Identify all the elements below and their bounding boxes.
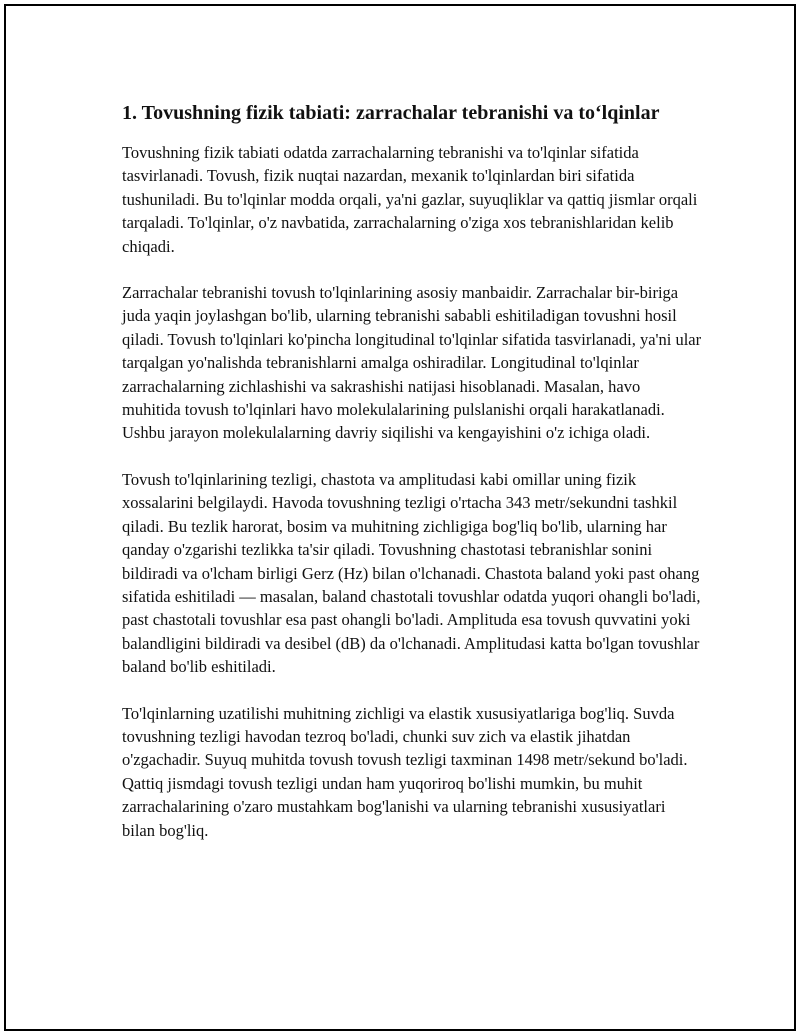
page-frame	[4, 4, 796, 1031]
paragraph-1: Tovushning fizik tabiati odatda zarrachalarning tebranishi va to'lqinlar sifatida tasvirlanadi. Tovush, fizik nuqtai nazardan, mexanik to'lqinlardan biri sifatida tushuniladi. Bu to'lqinlar modda orqali, ya'ni gazlar, suyuqliklar va qattiq jismlar orqali tarqaladi. To'lqinlar, o'z navbatida, zarrachalarning o'ziga xos tebranishlaridan kelib chiqadi.	[122, 143, 698, 256]
paragraph-3: Tovush to'lqinlarining tezligi, chastota va amplitudasi kabi omillar uning fizik xossalarini belgilaydi. Havoda tovushning tezligi o'rtacha 343 metr/sekundni tashkil qiladi. Bu tezlik harorat, bosim va muhitning zichligiga bog'liq bo'lib, ularning har qanday o'zgarishi tezlikka ta'sir qiladi. Tovushning chastotasi tebranishlar sonini bildiradi va o'lcham birligi Gerz (Hz) bilan o'lchanadi. Chastota baland yoki past ohang sifatida eshitiladi — masalan, baland chastotali tovushlar odatda yuqori ohangli bo'ladi, past chastotali tovushlar esa past ohangli bo'ladi. Amplituda esa tovush quvvatini yoki balandligini bildiradi va desibel (dB) da o'lchanadi. Amplitudasi katta bo'lgan tovushlar baland bo'lib eshitiladi.	[122, 469, 701, 677]
paragraph-4: To'lqinlarning uzatilishi muhitning zichligi va elastik xususiyatlariga bog'liq. Suvda tovushning tezligi havodan tezroq bo'ladi, chunki suv zich va elastik jihatdan o'zgachadir. Suyuq muhitda tovush tovush tezligi taxminan 1498 metr/sekund bo'ladi. Qattiq jismdagi tovush tezligi undan ham yuqoriroq bo'lishi mumkin, bu muhit zarrachalarining o'zaro mustahkam bog'lanishi va ularning tebranishi xususiyatlari bilan bog'liq.	[122, 703, 688, 840]
paragraph-2: Zarrachalar tebranishi tovush to'lqinlarining asosiy manbaidir. Zarrachalar bir-biriga juda yaqin joylashgan bo'lib, ularning tebranishi sababli eshitiladigan tovushni hosil qiladi. Tovush to'lqinlari ko'pincha longitudinal to'lqinlar sifatida tasvirlanadi, ya'ni ular tarqalgan yo'nalishda tebranishlarni amalga oshiradilar. Longitudinal to'lqinlar zarrachalarning zichlashishi va sakrashishi natijasi hisoblanadi. Masalan, havo muhitida tovush to'lqinlari havo molekulalarining pulslanishi orqali harakatlanadi. Ushbu jarayon molekulalarning davriy siqilishi va kengayishini o'z ichiga oladi.	[122, 283, 702, 443]
section-heading: 1. Tovushning fizik tabiati: zarrachalar tebranishi va to‘lqinlar	[122, 102, 660, 124]
document-body	[122, 100, 702, 865]
